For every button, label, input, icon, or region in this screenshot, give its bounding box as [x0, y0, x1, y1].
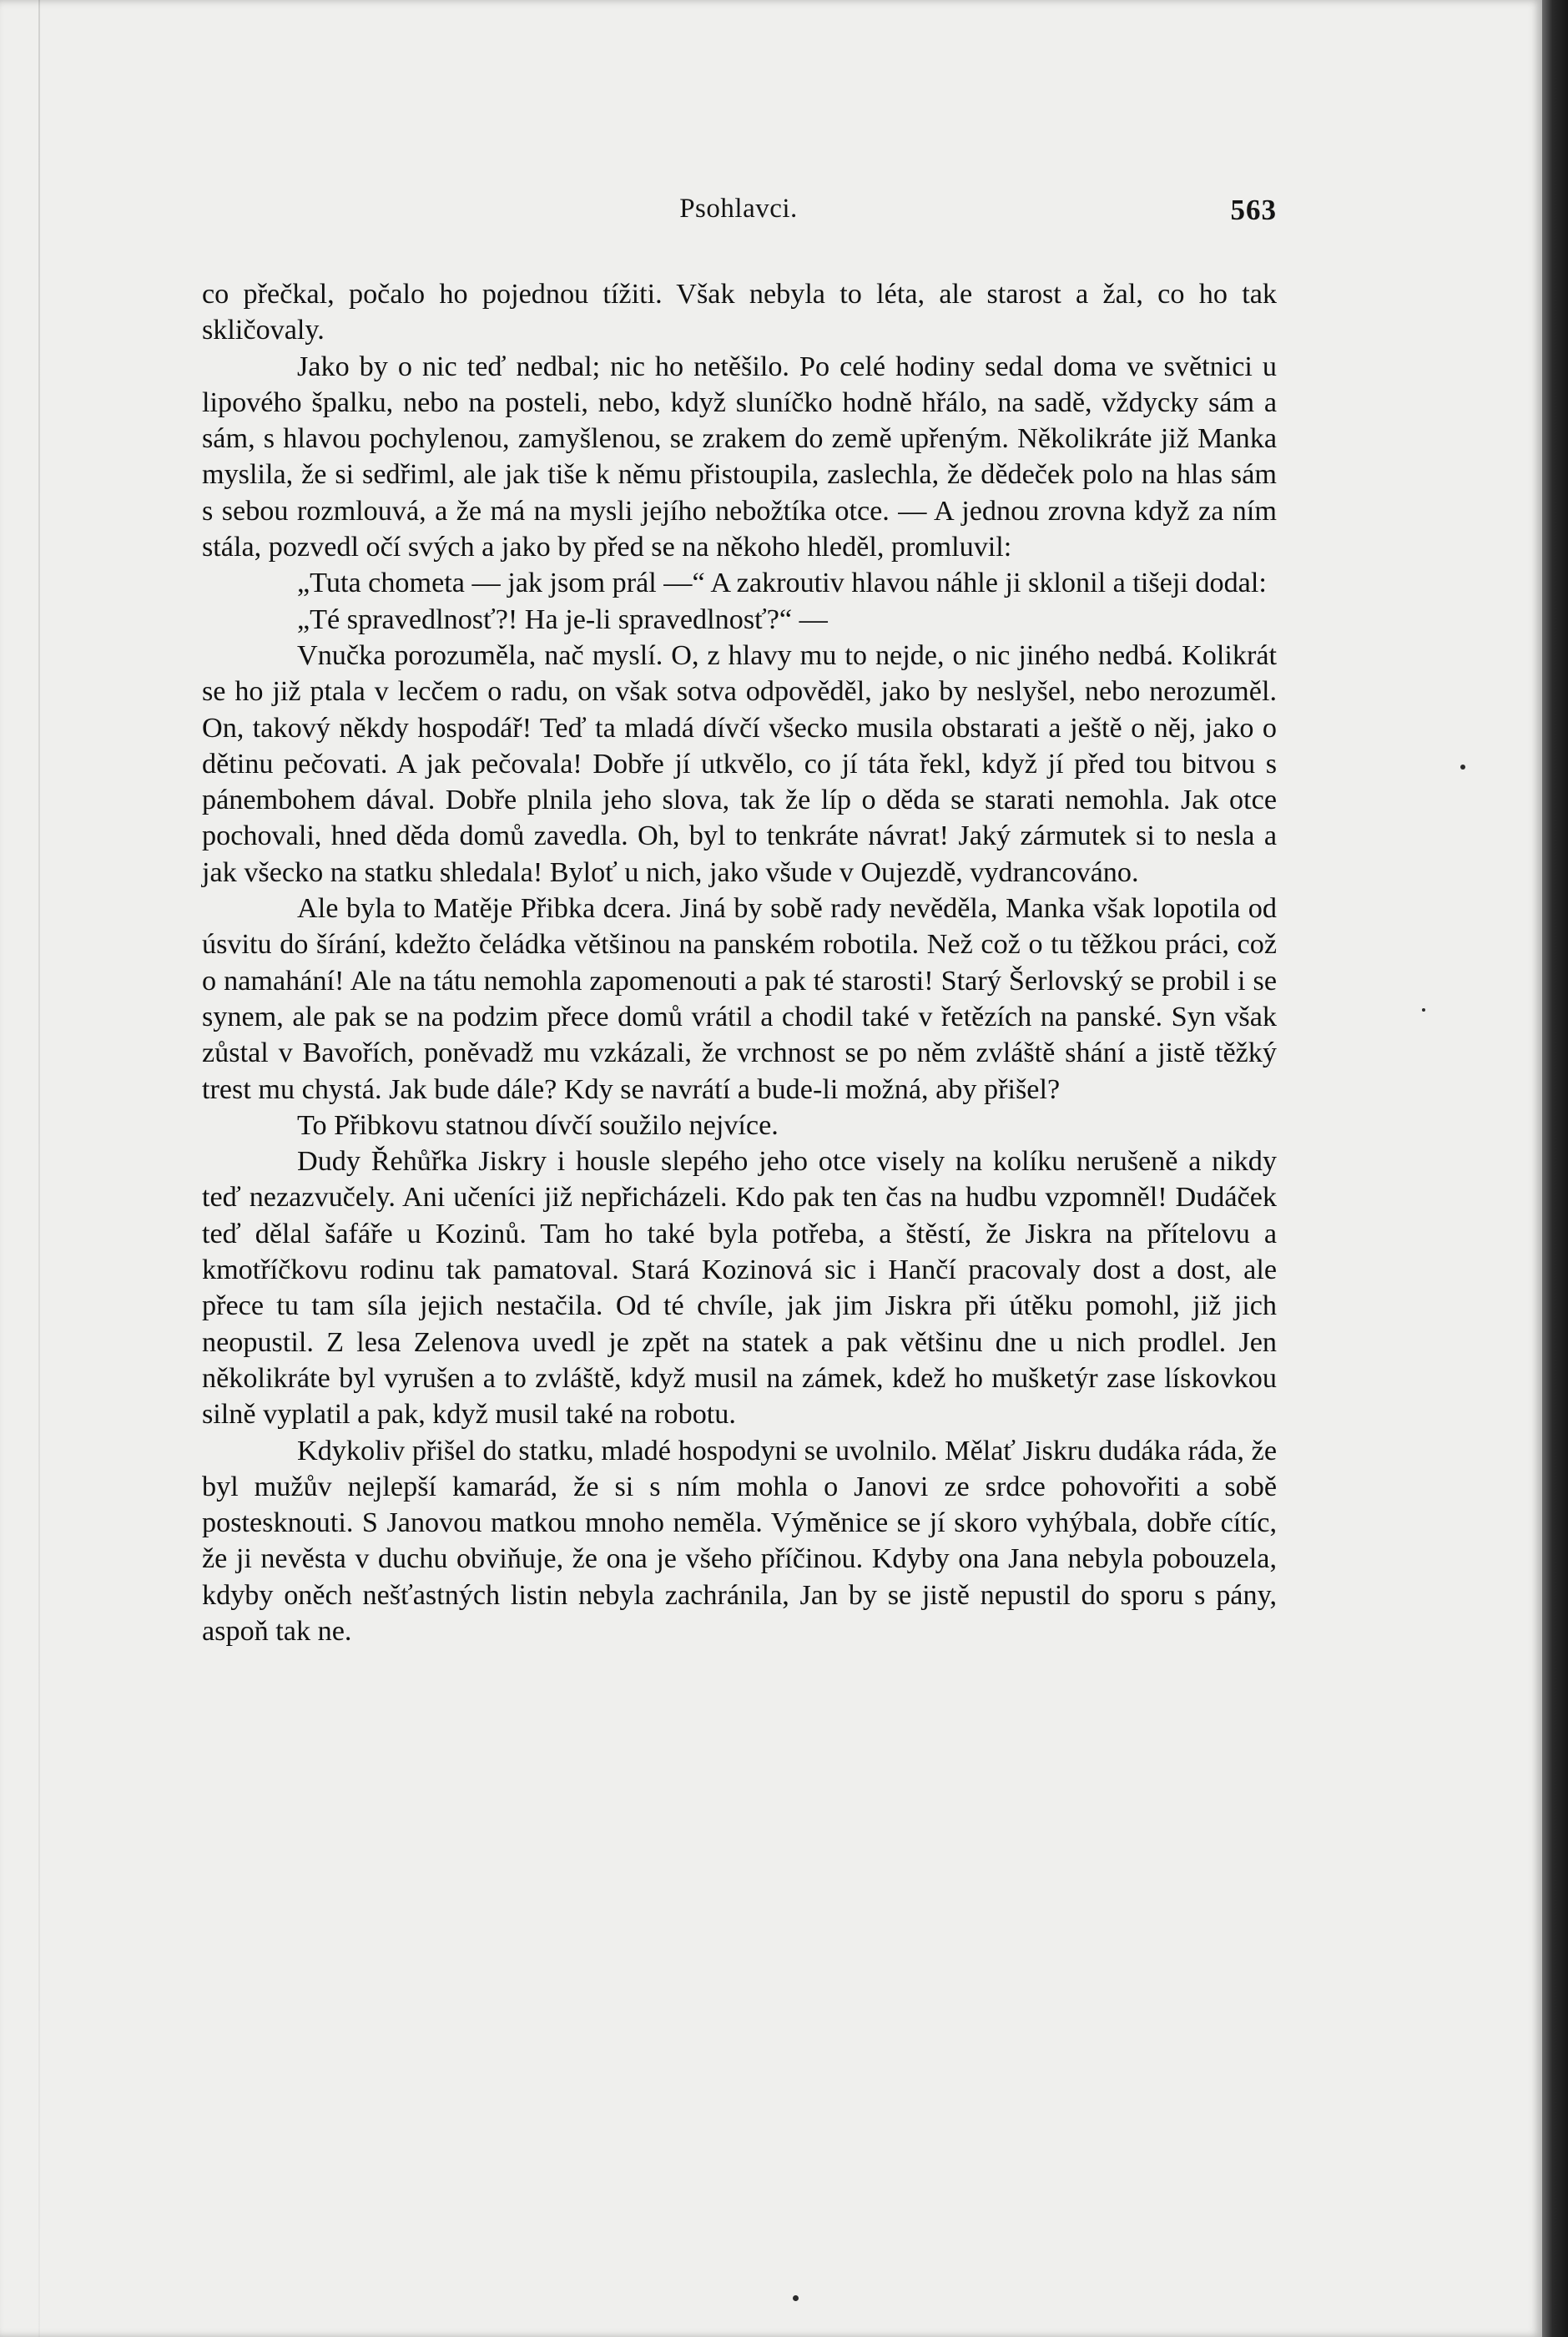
running-title: Psohlavci. [679, 194, 798, 224]
paragraph: Kdykoliv přišel do statku, mladé hospodyni se uvolnilo. Mělať Jiskru dudáka ráda, že byl mužův nejlepší kamarád, že si s ním mohla o Janovi ze srdce pohovořiti a sobě postesknouti. S Janovou matkou mnoho neměla. Výměnice se jí skoro vyhýbala, dobře cítíc, že ji nevěsta v duchu obviňuje, že ona je všeho příčinou. Kdyby ona Jana nebyla pobouzela, kdyby oněch nešťastných listin nebyla zachránila, Jan by se jistě nepustil do sporu s pány, aspoň tak ne. [202, 1435, 1277, 1647]
ink-speck [793, 2295, 799, 2301]
paragraph: To Přibkovu statnou dívčí soužilo nejvíce. [297, 1109, 779, 1141]
paragraph: „Té spravedlnosť?! Ha je-li spravedlnosť?“ — [297, 603, 828, 635]
paragraph: Ale byla to Matěje Přibka dcera. Jiná by sobě rady nevěděla, Manka však lopotila od úsvitu do šírání, kdežto čeládka většinou na panském robotila. Než což o tu těžkou práci, což o namahání! Ale na tátu nemohla zapomenouti a pak té starosti! Starý Šerlovský se probil i se synem, ale pak se na podzim přece domů vrátil a chodil také v řetězích na panské. Syn však zůstal v Bavořích, poněvadž mu vzkázali, že vrchnost se po něm zvláště shání a jistě těžký trest mu chystá. Jak bude dále? Kdy se navrátí a bude-li možná, aby přišel? [202, 893, 1277, 1105]
page-header [200, 194, 1277, 235]
paragraph: co přečkal, počalo ho pojednou tížiti. Však nebyla to léta, ale starost a žal, co ho tak skličovaly. [202, 279, 1277, 346]
paragraph: „Tuta chometa — jak jsom prál —“ A zakroutiv hlavou náhle ji sklonil a tišeji dodal: [297, 568, 1267, 599]
paragraph: Vnučka porozuměla, nač myslí. O, z hlavy mu to nejde, o nic jiného nedbá. Kolikrát se ho již ptala v lecčem o radu, on však sotva odpověděl, jako by neslyšel, nebo nerozuměl. On, takový někdy hospodář! Teď ta mladá dívčí všecko musila obstarati a ještě o něj, jako o dětinu pečovati. A jak pečovala! Dobře jí utkvělo, co jí táta řekl, když jí před tou bitvou s pánembohem dával. Dobře plnila jeho slova, tak že líp o děda se starati nemohla. Jak otce pochovali, hned děda domů zavedla. Oh, byl to tenkráte návrat! Jaký zármutek si to nesla a jak všecko na statku shledala! Byloť u nich, jako všude v Oujezdě, vydrancováno. [202, 639, 1277, 888]
ink-speck [1460, 765, 1465, 770]
paragraph: Dudy Řehůřka Jiskry i housle slepého jeho otce visely na kolíku nerušeně a nikdy teď nezazvučely. Ani učeníci již nepřicházeli. Kdo pak ten čas na hudbu vzpomněl! Dudáček teď dělal šafáře u Kozinů. Tam ho také byla potřeba, a štěstí, že Jiskra na přítelovu a kmotříčkovu rodinu tak pamatoval. Stará Kozinová sic i Hančí pracovaly dost a dost, ale přece tu tam síla jejich nestačila. Od té chvíle, jak jim Jiskra při útěku pomohl, již jich neopustil. Z lesa Zelenova uvedl je zpět na statek a pak většinu dne u nich prodlel. Jen několikráte byl vyrušen a to zvláště, když musil na zámek, kdež ho mušketýr zase lískovkou silně vyplatil a pak, když musil také na robotu. [202, 1146, 1277, 1431]
page-number: 563 [1230, 194, 1277, 226]
page-fold-shadow [38, 0, 40, 2337]
page-edge-shadow [1542, 0, 1568, 2337]
paragraph: Jako by o nic teď nedbal; nic ho netěšilo. Po celé hodiny sedal doma ve světnici u lipového špalku, nebo na posteli, nebo, když sluníčko hodně hřálo, na sadě, vždycky sám a sám, s hlavou pochylenou, zamyšlenou, se zrakem do země upřeným. Několikráte již Manka myslila, že si sedřiml, ale jak tiše k němu přistoupila, zaslechla, že dědeček polo na hlas sám s sebou rozmlouvá, a že má na mysli jejího nebožtíka otce. — A jednou zrovna když za ním stála, pozvedl očí svých a jako by před se na někoho hleděl, promluvil: [202, 351, 1277, 563]
body-text [202, 276, 1277, 1649]
ink-speck [1422, 1008, 1425, 1012]
